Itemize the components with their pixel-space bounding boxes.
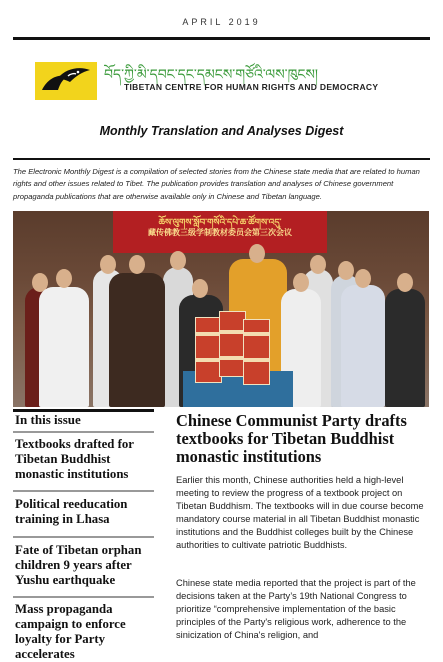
photo-head xyxy=(355,269,371,288)
article-headline: Chinese Communist Party drafts textbooks for Tibetan Buddhist monastic institutions xyxy=(176,411,407,466)
meeting-banner xyxy=(113,211,327,253)
issue-date: APRIL 2019 xyxy=(182,17,261,27)
photo-head xyxy=(170,251,186,270)
sidebar-item-propaganda[interactable]: Mass propaganda campaign to enforce loyalty for Party accelerates xyxy=(15,602,126,661)
article-paragraph: Earlier this month, Chinese authorities held a high-level meeting to review the progress of a textbook project on Tibetan Buddhism. The textbooks will in due course become mandatory course material in all Tibetan Buddhist monastic institutions and the Buddhist colleges built by the Chinese authorities to cultivate patriotic Buddhists. xyxy=(176,475,424,551)
sidebar-separator xyxy=(13,536,154,538)
photo-head xyxy=(192,279,208,298)
in-this-issue-heading: In this issue xyxy=(15,412,81,427)
intro-text: The Electronic Monthly Digest is a compilation of selected stories from the Chinese state media that are related to human rights and other issues related to Tibet. The publication provides translation and analyses of Chinese government propaganda publications that are otherwise available only in Chinese and Tibetan language. xyxy=(13,167,420,201)
textbook xyxy=(219,311,246,377)
meeting-photo xyxy=(13,211,429,407)
sidebar-separator xyxy=(13,490,154,492)
photo-head xyxy=(397,273,413,292)
sidebar-item-textbooks[interactable]: Textbooks drafted for Tibetan Buddhist monastic institutions xyxy=(15,437,134,481)
photo-head xyxy=(293,273,309,292)
photo-figure xyxy=(385,289,425,407)
photo-figure xyxy=(109,273,165,407)
photo-figure xyxy=(39,287,89,407)
banner-line-tibetan: ཆོས་ལུགས་སློབ་གསོའི་དཔེ་ཆ་ཚོགས་འདུ་ xyxy=(158,218,282,228)
photo-head xyxy=(56,269,72,288)
photo-head xyxy=(310,255,326,274)
dove-hand-icon xyxy=(38,64,94,98)
photo-head xyxy=(249,244,265,263)
photo-figure xyxy=(341,285,385,407)
textbook xyxy=(195,317,222,383)
digest-title: Monthly Translation and Analyses Digest xyxy=(99,124,344,138)
org-name-tibetan: བོད་ཀྱི་མི་དབང་དང་དམངས་གཙོའི་ལས་ཁུངས། xyxy=(104,67,319,83)
org-name: TIBETAN CENTRE FOR HUMAN RIGHTS AND DEMOCRACY xyxy=(124,82,379,92)
sidebar-item-orphans[interactable]: Fate of Tibetan orphan children 9 years after Yushu earthquake xyxy=(15,543,142,587)
sidebar-separator xyxy=(13,431,154,433)
photo-head xyxy=(338,261,354,280)
photo-head xyxy=(129,255,145,274)
sidebar-item-reeducation[interactable]: Political reeducation training in Lhasa xyxy=(15,497,128,526)
top-divider xyxy=(13,37,430,40)
header-divider xyxy=(13,158,430,160)
textbook xyxy=(243,319,270,385)
textbook-stack xyxy=(193,309,273,389)
article-paragraph: Chinese state media reported that the project is part of the decisions taken at the Party’s 19th National Congress to prioritize “comprehensive implementation of the basic principles of the Party's religious work, adherence to the sinicization of China's religion, and xyxy=(176,578,416,641)
photo-head xyxy=(100,255,116,274)
tchrd-logo xyxy=(35,62,97,100)
banner-line-chinese: 藏传佛教三级学制教材委员会第三次会议 xyxy=(148,228,292,237)
sidebar-separator xyxy=(13,596,154,598)
